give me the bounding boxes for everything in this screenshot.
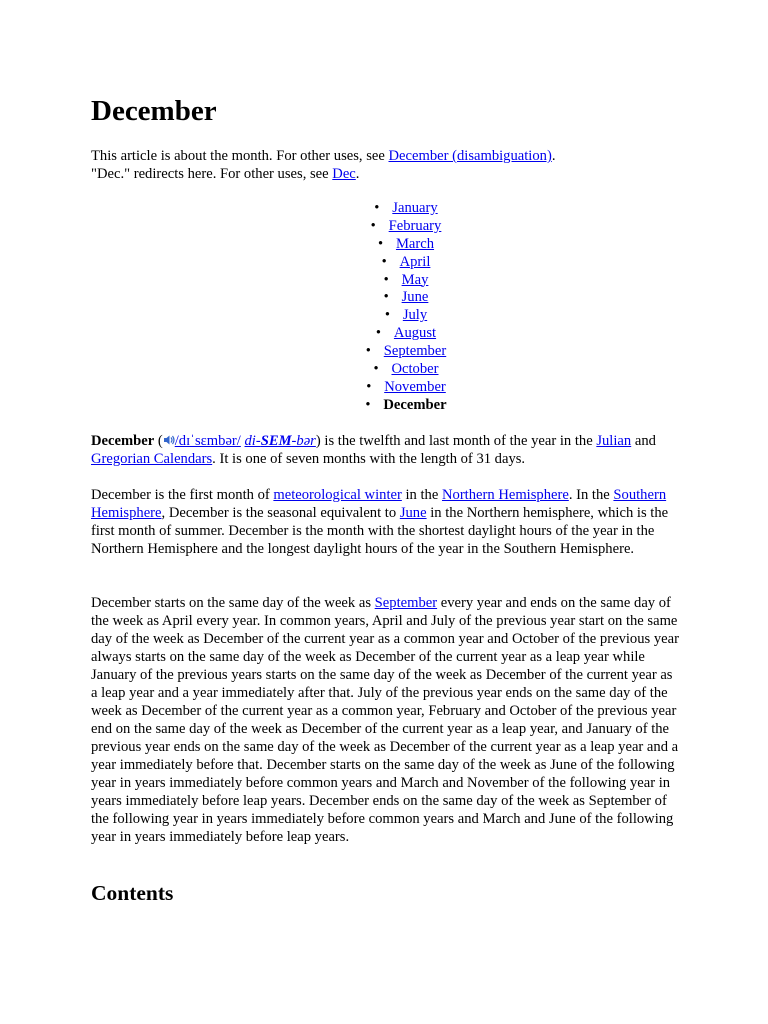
month-list-item <box>0 236 768 254</box>
month-list-item <box>0 361 768 379</box>
page-title: December <box>91 95 217 127</box>
intro-and: and <box>631 433 656 449</box>
bullet-icon: • <box>381 253 387 270</box>
calendar-text-1: December starts on the same day of the week as <box>91 595 375 611</box>
month-list-item <box>0 325 768 343</box>
month-list-item <box>0 200 768 218</box>
bullet-icon: • <box>384 307 390 324</box>
month-list-item <box>0 254 768 272</box>
month-link-july[interactable]: July <box>402 307 428 324</box>
seasons-text-3: . In the <box>568 487 614 503</box>
month-link-september[interactable]: September <box>383 343 447 360</box>
month-link-march[interactable]: March <box>395 235 435 252</box>
northern-hemisphere-link[interactable]: Northern Hemisphere <box>441 487 569 503</box>
bullet-icon: • <box>373 361 379 378</box>
month-link-august[interactable]: August <box>393 325 437 342</box>
bullet-icon: • <box>383 271 389 288</box>
month-link-may[interactable]: May <box>401 271 429 288</box>
term-bold: December <box>91 433 155 449</box>
dec-link[interactable]: Dec <box>332 166 356 182</box>
southern-hemisphere-link[interactable]: Southern Hemisphere <box>91 487 667 521</box>
hatnote <box>91 147 681 183</box>
calendar-paragraph <box>91 594 681 846</box>
bullet-icon: • <box>383 289 389 306</box>
seasons-text-2: in the <box>401 487 442 503</box>
julian-link[interactable]: Julian <box>596 433 632 449</box>
seasons-text-4: , December is the seasonal equivalent to <box>161 505 400 521</box>
meteorological-winter-link[interactable]: meteorological winter <box>273 487 402 503</box>
intro-text: ) is the twelfth and last month of the year in the <box>315 433 597 449</box>
month-navigation-list <box>0 200 768 415</box>
bullet-icon: • <box>374 200 380 216</box>
month-link-april[interactable]: April <box>399 253 431 270</box>
seasons-text-1: December is the first month of <box>91 487 274 503</box>
bullet-icon: • <box>375 325 382 342</box>
redirect-note-punctuation: . <box>355 166 360 182</box>
month-list-item <box>0 272 768 290</box>
month-list-item <box>0 343 768 361</box>
month-link-june[interactable]: June <box>401 289 429 306</box>
respelling-part-1: di- <box>244 433 261 449</box>
speaker-icon[interactable] <box>163 434 175 446</box>
bullet-icon: • <box>370 217 376 234</box>
respelling-link[interactable] <box>245 433 316 449</box>
ipa-pronunciation-link[interactable]: /dɪˈsɛmbər/ <box>174 433 241 449</box>
redirect-note-text: "Dec." redirects here. For other uses, see <box>91 166 333 182</box>
month-link-january[interactable]: January <box>392 200 438 216</box>
month-list-item <box>0 379 768 397</box>
hatnote-text: This article is about the month. For other uses, see <box>91 148 389 164</box>
september-link[interactable]: September <box>374 595 438 611</box>
bullet-icon: • <box>365 396 371 413</box>
paren-open: ( <box>154 433 163 449</box>
disambiguation-link[interactable]: December (disambiguation) <box>388 148 552 164</box>
intro-paragraph <box>91 432 681 468</box>
calendar-text-2: every year and ends on the same day of the week as April every year. In common years, April and July of the previous year start on the same day of the week as December of the current year as a common year and October of the previous year always starts on the same day of the week as December of the current year as a leap year while January of the previous years starts on the same day of the week as December of the current year as a leap year and a year immediately after that. July of the previous year ends on the same day of the week as December of the current year as a common year, February and October of the previous year end on the same day of the week as December of the current year as a leap year, and January of the previous year ends on the same day of the week as December of the current year as a leap year and a year immediately before that. December starts on the same day of the week as June of the following year in years immediately before common years and March and November of the following year in years immediately before leap years. December ends on the same day of the week as September of the following year in years immediately before common years and March and June of the following year in years immediately before leap years. <box>91 595 679 845</box>
month-list-item <box>0 397 768 415</box>
bullet-icon: • <box>377 235 384 252</box>
bullet-icon: • <box>365 343 371 360</box>
bullet-icon: • <box>366 378 372 395</box>
contents-heading: Contents <box>91 881 174 905</box>
month-list-item <box>0 289 768 307</box>
month-link-february[interactable]: February <box>388 217 442 234</box>
respelling-stressed: SEM <box>260 433 292 449</box>
respelling-part-3: -bər <box>291 433 316 449</box>
month-list-item <box>0 218 768 236</box>
june-link[interactable]: June <box>399 505 427 521</box>
intro-end-text: . It is one of seven months with the length of 31 days. <box>212 451 526 467</box>
month-current: December <box>383 396 447 413</box>
gregorian-link[interactable]: Gregorian Calendars <box>91 451 213 467</box>
hatnote-punctuation: . <box>551 148 556 164</box>
month-link-november[interactable]: November <box>384 378 446 395</box>
seasons-text-5: in the Northern hemisphere, which is the first month of summer. December is the month with the shortest daylight hours of the year in the Northern Hemisphere and the longest daylight hours of the year in the Southern Hemisphere. <box>91 505 669 557</box>
seasons-paragraph <box>91 486 681 558</box>
month-list-item <box>0 307 768 325</box>
month-link-october[interactable]: October <box>391 361 439 378</box>
